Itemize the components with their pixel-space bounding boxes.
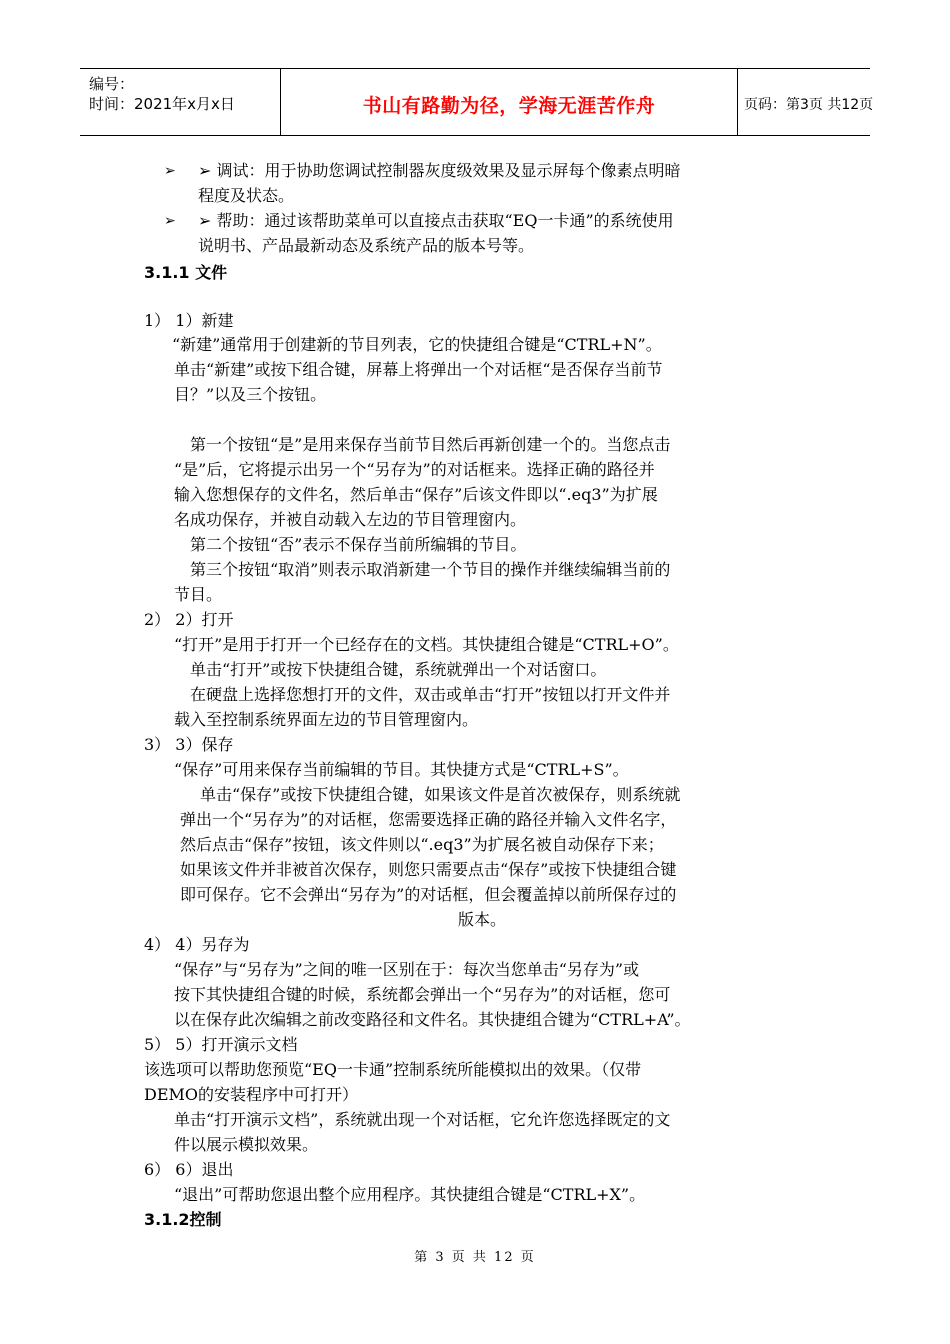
demo-line: 该选项可以帮助您预览“EQ一卡通”控制系统所能模拟出的效果。（仅带	[144, 1060, 642, 1079]
new-line: “新建”通常用于创建新的节目列表，它的快捷组合键是“CTRL+N”。	[172, 335, 662, 354]
save-line: 单击“保存”或按下快捷组合键，如果该文件是首次被保存，则系统就	[200, 785, 681, 804]
bullet-help-line2: 说明书、产品最新动态及系统产品的版本号等。	[198, 236, 535, 255]
demo-line: DEMO的安装程序中可打开）	[144, 1085, 359, 1104]
new-line: 第二个按钮“否”表示不保存当前所编辑的节目。	[190, 535, 527, 554]
exit-line: “退出”可帮助您退出整个应用程序。其快捷组合键是“CTRL+X”。	[174, 1185, 646, 1204]
section-heading-control: 3.1.2控制	[144, 1210, 222, 1229]
item-heading-demo: 5） 5）打开演示文档	[144, 1035, 298, 1054]
new-line: 名成功保存，并被自动载入左边的节目管理窗内。	[174, 510, 527, 529]
motto: 书山有路勤为径，学海无涯苦作舟	[362, 95, 656, 117]
new-line: 输入您想保存的文件名，然后单击“保存”后该文件即以“.eq3”为扩展	[174, 485, 658, 504]
demo-line: 单击“打开演示文档”，系统就出现一个对话框，它允许您选择既定的文	[174, 1110, 671, 1129]
item-heading-exit: 6） 6）退出	[144, 1160, 234, 1179]
saveas-line: 按下其快捷组合键的时候，系统都会弹出一个“另存为”的对话框，您可	[174, 985, 671, 1004]
demo-line: 件以展示模拟效果。	[174, 1135, 319, 1154]
new-line: 第三个按钮“取消”则表示取消新建一个节目的操作并继续编辑当前的	[190, 560, 671, 579]
new-line: 单击“新建”或按下组合键，屏幕上将弹出一个对话框“是否保存当前节	[174, 360, 663, 379]
save-line: 如果该文件并非被首次保存，则您只需要点击“保存”或按下快捷组合键	[180, 860, 677, 879]
saveas-line: “保存”与“另存为”之间的唯一区别在于：每次当您单击“另存为”或	[174, 960, 640, 979]
new-line: “是”后，它将提示出另一个“另存为”的对话框来。选择正确的路径并	[174, 460, 655, 479]
page-footer: 第 3 页 共 12 页	[414, 1250, 536, 1265]
save-line: 弹出一个“另存为”的对话框，您需要选择正确的路径并输入文件名字，	[180, 810, 677, 829]
item-heading-open: 2） 2）打开	[144, 610, 234, 629]
date-label: 时间：2021年x月x日	[89, 95, 235, 113]
item-heading-new: 1） 1）新建	[144, 311, 234, 330]
bullet-arrow-icon: ➢	[164, 213, 176, 229]
save-line: “保存”可用来保存当前编辑的节目。其快捷方式是“CTRL+S”。	[174, 760, 629, 779]
new-line: 节目。	[174, 585, 223, 604]
open-line: 在硬盘上选择您想打开的文件，双击或单击“打开”按钮以打开文件并	[190, 685, 671, 704]
saveas-line: 以在保存此次编辑之前改变路径和文件名。其快捷组合键为“CTRL+A”。	[174, 1010, 691, 1029]
section-heading-file: 3.1.1 文件	[144, 263, 228, 282]
save-line: 然后点击“保存”按钮，该文件则以“.eq3”为扩展名被自动保存下来；	[180, 835, 664, 854]
item-heading-saveas: 4） 4）另存为	[144, 935, 250, 954]
new-line: 第一个按钮“是”是用来保存当前节目然后再新创建一个的。当您点击	[190, 435, 671, 454]
bullet-debug-line1: ➢ 调试：用于协助您调试控制器灰度级效果及显示屏每个像素点明暗	[198, 161, 681, 180]
new-line: 目？”以及三个按钮。	[174, 385, 327, 404]
bullet-debug-line2: 程度及状态。	[198, 186, 295, 205]
bullet-arrow-icon: ➢	[164, 163, 176, 179]
open-line: “打开”是用于打开一个已经存在的文档。其快捷组合键是“CTRL+O”。	[174, 635, 679, 654]
number-label: 编号：	[89, 75, 135, 93]
page-info: 页码：第3页 共12页	[744, 97, 874, 113]
open-line: 单击“打开”或按下快捷组合键，系统就弹出一个对话窗口。	[190, 660, 607, 679]
save-line: 版本。	[458, 910, 507, 929]
item-heading-save: 3） 3）保存	[144, 735, 234, 754]
bullet-help-line1: ➢ 帮助：通过该帮助菜单可以直接点击获取“EQ一卡通”的系统使用	[198, 211, 674, 230]
open-line: 载入至控制系统界面左边的节目管理窗内。	[174, 710, 479, 729]
save-line: 即可保存。它不会弹出“另存为”的对话框，但会覆盖掉以前所保存过的	[180, 885, 677, 904]
